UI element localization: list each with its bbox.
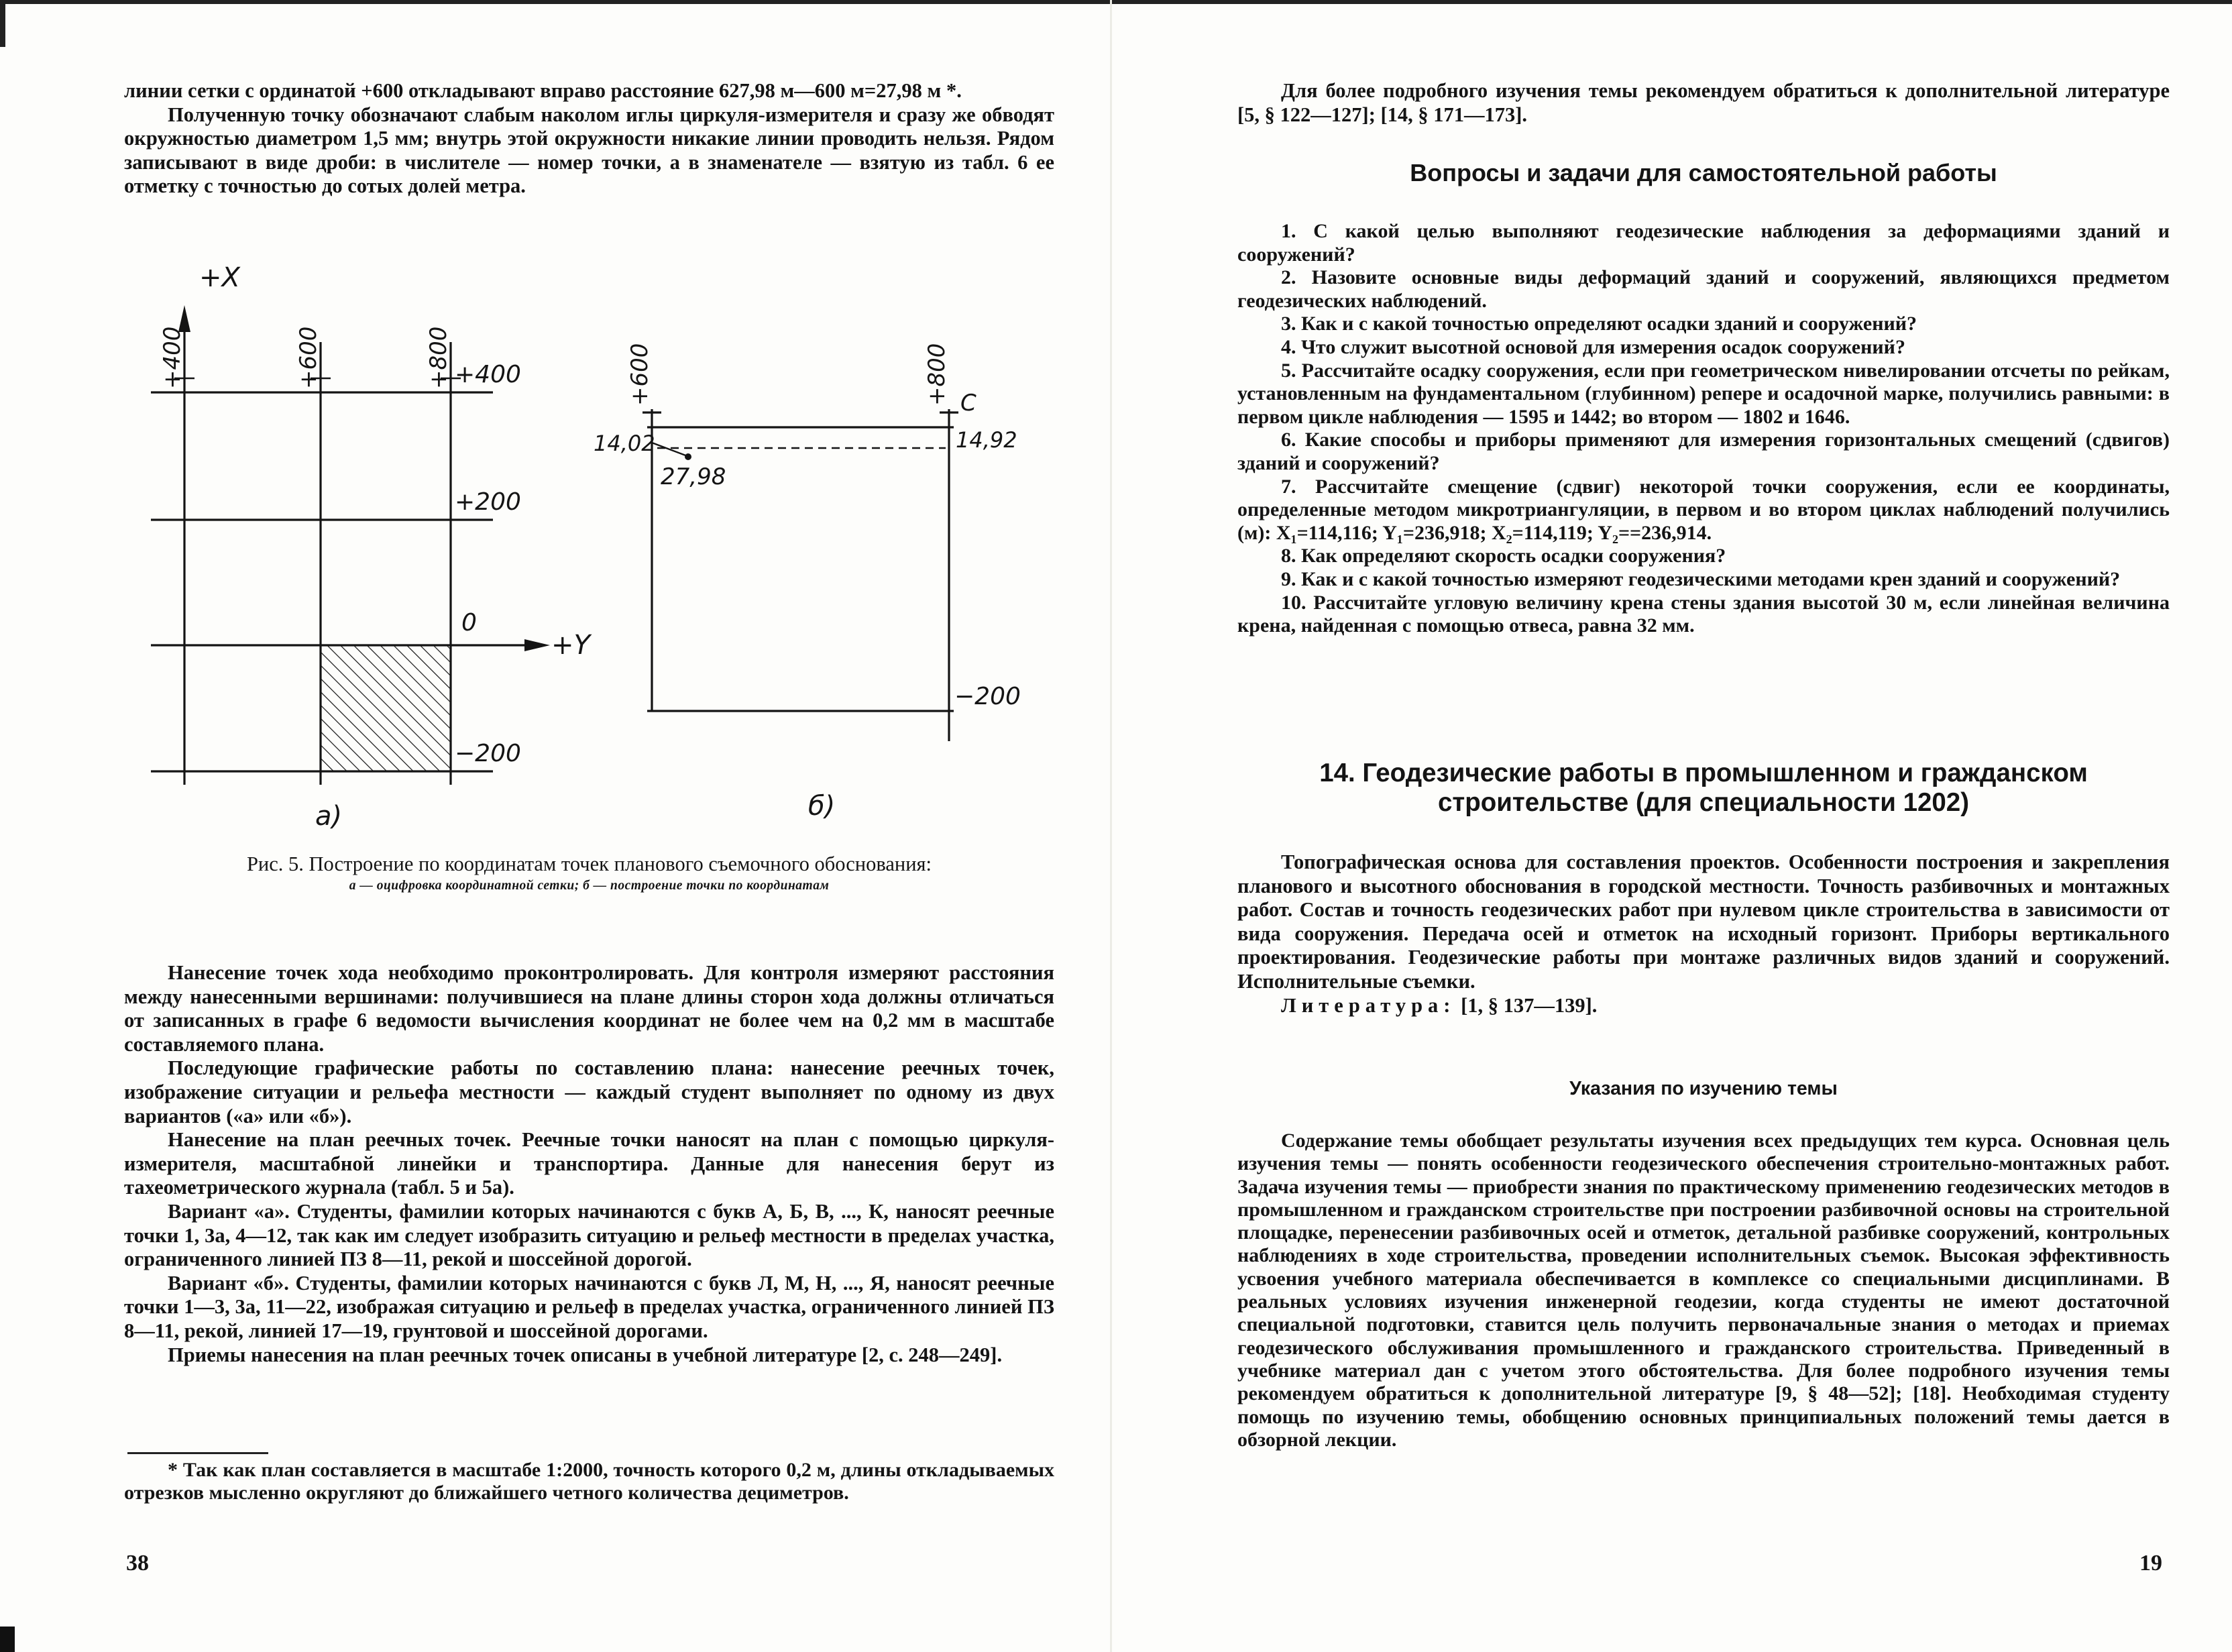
- axis-y-label: +Y: [551, 630, 590, 661]
- paragraph: Полученную точку обозначают слабым наколом иглы циркуля-измерителя и сразу же обводят окружностью диаметром 1,5 мм; внутрь этой окружности никакие линии проводить нельзя. Рядом записывают в виде дроби: в числителе — номер точки, а в знаменателе — взятую из табл. 6 ее отметку с точностью до сотых долей метра.: [124, 103, 1054, 198]
- paragraph: Приемы нанесения на план реечных точек описаны в учебной литературе [2, с. 248—249].: [168, 1343, 1003, 1366]
- left-body-top: [124, 79, 1054, 199]
- hatched-square: [321, 645, 451, 771]
- questions-heading: Вопросы и задачи для самостоятельной работы: [1410, 159, 1997, 186]
- question-item: 6. Какие способы и приборы применяют для измерения горизонтальных смещений (сдвигов) зданий и сооружений?: [1237, 429, 2170, 474]
- col-label: +600: [626, 343, 653, 406]
- paragraph: Нанесение на план реечных точек. Реечные точки наносят на план с помощью циркуля-измерителя, масштабной линейки и транспортира. Данные для нанесения берут из тахеометрического журнала (табл. 5 и 5а).: [124, 1128, 1054, 1199]
- questions-list: [1237, 220, 2170, 638]
- guide-body: [1237, 1130, 2170, 1451]
- paragraph: Вариант «а». Студенты, фамилии которых начинаются с букв А, Б, В, ..., К, наносят реечные точки 1, 3а, 4—12, так как им следует изобразить ситуацию и рельеф местности в пределах участка, ограниченного линией ПЗ 8—11, рекой и шоссейной дорогой.: [124, 1199, 1054, 1271]
- figure-caption: [124, 852, 1054, 896]
- paragraph: линии сетки с ординатой +600 откладывают вправо расстояние 627,98 м—600 м=27,98 м *.: [124, 79, 962, 102]
- figure-caption-title: Рис. 5. Построение по координатам точек планового съемочного обоснования:: [246, 852, 932, 875]
- question-item: 3. Как и с какой точностью определяют осадки зданий и сооружений?: [1281, 313, 1917, 335]
- row-label: −200: [954, 683, 1021, 710]
- footnote-rule: [127, 1452, 268, 1454]
- col-label: +800: [425, 326, 452, 389]
- row-label: +200: [455, 488, 521, 516]
- paragraph: Последующие графические работы по составлению плана: нанесение реечных точек, изображение ситуации и рельефа местности — каждый студент выполняет по одному из двух вариантов («а» или «б»).: [124, 1056, 1054, 1127]
- literature-value: [1, § 137—139].: [1461, 993, 1598, 1017]
- plotted-point: [685, 453, 691, 460]
- left-body-main: [124, 961, 1054, 1367]
- col-label: +400: [159, 326, 186, 389]
- row-label: +400: [455, 361, 521, 388]
- footnote-text: * Так как план составляется в масштабе 1:2000, точность которого 0,2 м, длины откладываемых отрезков мысленно округляют до ближайшего четного количества дециметров.: [124, 1459, 1054, 1504]
- right-value: 14,92: [956, 427, 1017, 453]
- paragraph: Содержание темы обобщает результаты изучения всех предыдущих тем курса. Основная цель изучения темы — понять особенности геодезического обеспечения строительно-монтажных работ. Задача изучения темы — приобрести знания по практическому применению геодезических методов в промышленном и гражданском строительстве при построении разбивочной основы на строительной площадке, перенесении разбивочных осей и отметок, детальной разбивке сооружений, контрольных наблюдениях в ходе строительства, проведении исполнительных съемок. Высокая эффективность усвоения учебного материала обеспечивается в комплексе со специальными дисциплинами. В реальных условиях изучения инженерной геодезии, когда студенты не имеют достаточной специальной подготовки, ставится цель получить первоначальные знания о методах и приемах геодезического обслуживания промышленного и гражданского строительства. Приведенный в учебнике материал дан с учетом этого обстоятельства. Для более подробного изучения темы рекомендуем обратиться к дополнительной литературе [9, § 48—52]; [18]. Необходимая студенту помощь по изучению темы, обобщению основных принципиальных положений темы дается в обзорной лекции.: [1237, 1130, 2170, 1451]
- question-item: 7. Рассчитайте смещение (сдвиг) некоторой точки сооружения, если ее координаты, определенные методом микротриангуляции, в первом и во втором циклах наблюдений получились (м): X₁=114,116; Y₁=236,918; X₂=114,119; Y₂==236,914.: [1237, 475, 2170, 544]
- question-item: 9. Как и с какой точностью измеряют геодезическими методами крен зданий и сооружений?: [1281, 567, 2121, 590]
- paragraph: Топографическая основа для составления проектов. Особенности построения и закрепления планового и высотного обоснования в городской местности. Точность разбивочных и монтажных работ. Состав и точность геодезических работ при нулевом цикле строительства в зависимости от вида сооружения. Передача осей и отметок на исходный горизонт. Приборы вертикального проектирования. Геодезические работы при монтаже различных видов зданий и сооружений. Исполнительные съемки.: [1237, 850, 2170, 993]
- question-item: 8. Как определяют скорость осадки сооружения?: [1281, 545, 1726, 567]
- figure-caption-legend: а — оцифровка координатной сетки; б — построение точки по координатам: [349, 879, 830, 893]
- col-label: +800: [924, 343, 950, 406]
- paragraph: Для более подробного изучения темы рекомендуем обратиться к дополнительной литературе [5, § 122—127]; [14, § 171—173].: [1237, 79, 2170, 126]
- question-item: 2. Назовите основные виды деформаций зданий и сооружений, являющихся предметом геодезических наблюдений.: [1237, 266, 2170, 312]
- row-label: 0: [461, 609, 477, 637]
- page-number-right: 19: [2139, 1551, 2162, 1576]
- page-number-left: 38: [126, 1551, 149, 1576]
- point-label: С: [960, 390, 976, 417]
- y-axis-arrow: [524, 639, 550, 651]
- right-page: [1113, 0, 2232, 1652]
- subfigure-a-letter: а): [315, 801, 343, 832]
- section-body: [1237, 850, 2170, 1017]
- question-item: 10. Рассчитайте угловую величину крена стены здания высотой 30 м, если линейная величина крена, найденная с помощью отвеса, равна 32 мм.: [1237, 591, 2170, 637]
- paragraph: Нанесение точек хода необходимо проконтролировать. Для контроля измеряют расстояния между нанесенными вершинами: получившиеся на плане длины сторон хода должны отличаться от записанных в графе 6 ведомости вычисления координат не более чем на 0,2 мм в масштабе составляемого плана.: [124, 961, 1054, 1056]
- distance-label: 27,98: [661, 463, 726, 490]
- col-label: +600: [295, 326, 322, 389]
- guide-heading: Указания по изучению темы: [1569, 1078, 1838, 1099]
- right-intro: [1237, 79, 2170, 127]
- question-item: 4. Что служит высотной основой для измерения осадок сооружений?: [1281, 335, 1905, 358]
- axis-x-label: +X: [199, 265, 240, 293]
- paragraph: Вариант «б». Студенты, фамилии которых начинаются с букв Л, М, Н, ..., Я, наносят реечные точки 1—3, 3а, 11—22, изображая ситуацию и рельеф в пределах участка, ограниченного линией ПЗ 8—11, рекой, линией 17—19, грунтовой и шоссейной дорогами.: [124, 1271, 1054, 1342]
- row-label: −200: [455, 740, 521, 767]
- literature-label: Литература:: [1281, 993, 1456, 1017]
- question-item: 5. Рассчитайте осадку сооружения, если при геометрическом нивелировании отсчеты по рейкам, установленным на фундаментальном (глубинном) репере и осадочной марке, получились равными: в первом цикле наблюдения — 1595 и 1442; во втором — 1802 и 1646.: [1237, 359, 2170, 428]
- question-item: 1. С какой целью выполняют геодезические наблюдения за деформациями зданий и сооружений?: [1237, 220, 2170, 266]
- literature-line: [1237, 994, 2170, 1018]
- subfigure-b-letter: б): [808, 791, 836, 822]
- footnote: [124, 1459, 1054, 1504]
- left-page: [0, 0, 1113, 1652]
- section-heading: 14. Геодезические работы в промышленном и гражданском строительстве (для специальности 1202): [1319, 759, 2088, 817]
- figure-5: [124, 265, 1054, 936]
- left-value: 14,02: [594, 431, 655, 456]
